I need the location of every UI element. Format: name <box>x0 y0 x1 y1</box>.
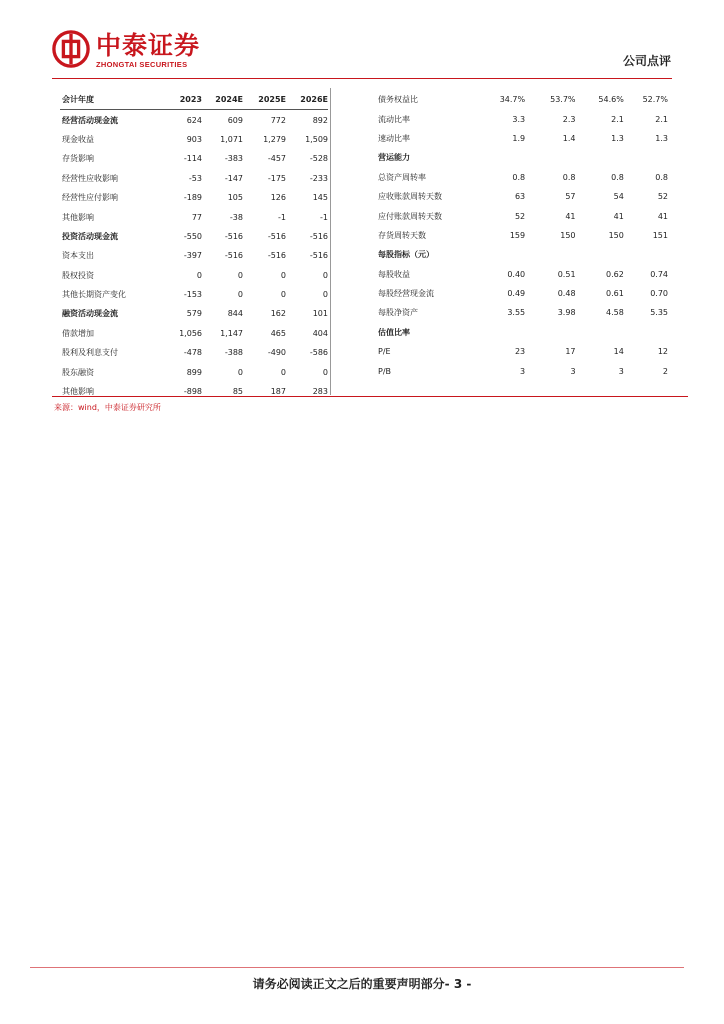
value-cell: 0.40 <box>507 269 526 279</box>
value-cell: 892 <box>312 115 328 125</box>
value-cell: 52 <box>514 211 526 221</box>
row-label: 存货周转天数 <box>378 230 426 240</box>
value-cell: -516 <box>267 231 286 241</box>
value-cell: -516 <box>309 231 328 241</box>
value-cell: 34.7% <box>499 95 526 105</box>
table-row <box>376 206 668 225</box>
value-cell: 0.49 <box>507 289 526 299</box>
row-label: 经营活动现金流 <box>62 115 118 125</box>
value-cell: 159 <box>509 230 526 240</box>
value-cell: 77 <box>191 212 202 222</box>
table-row <box>60 246 328 265</box>
column-divider <box>330 88 331 395</box>
row-label: 债务权益比 <box>378 95 418 105</box>
table-bottom-rule <box>52 396 688 397</box>
table-row <box>376 129 668 148</box>
value-cell: 0.48 <box>557 289 576 299</box>
value-cell: 151 <box>652 230 668 240</box>
source-note: 来源：wind，中泰证券研究所 <box>54 403 161 412</box>
page-footer: 请务必阅读正文之后的重要声明部分- 3 - <box>252 977 472 991</box>
table-row <box>60 362 328 381</box>
value-cell: 2.3 <box>562 114 576 124</box>
value-cell: 1.9 <box>512 133 526 143</box>
row-label: 每股收益 <box>378 269 410 279</box>
value-cell: -189 <box>183 193 202 203</box>
value-cell: 57 <box>565 192 576 202</box>
value-cell: -478 <box>183 348 202 358</box>
value-cell: 12 <box>657 347 668 357</box>
ratio-table <box>376 90 668 381</box>
row-label: P/E <box>378 347 391 357</box>
zhongtai-logo-icon <box>52 30 90 68</box>
footer-divider <box>30 967 684 968</box>
value-cell: 404 <box>312 328 328 338</box>
value-cell: 844 <box>227 309 243 319</box>
value-cell: -153 <box>183 290 202 300</box>
value-cell: 0.74 <box>650 269 668 279</box>
table-row <box>60 110 328 130</box>
brand-name-cn: 中泰证券 <box>96 31 201 60</box>
value-cell: 3.3 <box>512 114 526 124</box>
value-cell: -898 <box>183 387 202 397</box>
table-row <box>60 382 328 401</box>
value-cell: 0.61 <box>606 289 624 299</box>
table-row <box>376 148 668 167</box>
value-cell: 105 <box>227 193 243 203</box>
value-cell: 17 <box>565 347 576 357</box>
value-cell: 0 <box>280 290 286 300</box>
value-cell: 1.3 <box>611 133 624 143</box>
row-label: 其他长期资产变化 <box>62 290 126 300</box>
value-cell: 465 <box>270 328 286 338</box>
table-row <box>60 188 328 207</box>
value-cell: 0.8 <box>655 172 668 182</box>
table-row <box>60 169 328 188</box>
value-cell: 3.98 <box>557 308 576 318</box>
row-label: 现金收益 <box>62 134 94 144</box>
value-cell: 41 <box>565 211 576 221</box>
value-cell <box>525 245 575 264</box>
value-cell: 52 <box>657 192 668 202</box>
table-row <box>60 130 328 149</box>
row-label: 其他影响 <box>62 212 94 222</box>
value-cell: 1,509 <box>305 134 328 144</box>
value-cell <box>483 148 525 167</box>
value-cell <box>576 323 624 342</box>
table-row <box>376 226 668 245</box>
value-cell: 162 <box>270 309 286 319</box>
row-label: 其他影响 <box>62 387 94 397</box>
row-label: 每股经营现金流 <box>378 289 434 299</box>
value-cell: 1,279 <box>263 134 286 144</box>
row-label: 经营性应收影响 <box>62 173 118 183</box>
value-cell: 0 <box>237 367 243 377</box>
table-row <box>60 227 328 246</box>
row-label: 营运能力 <box>378 153 410 163</box>
table-row <box>60 149 328 168</box>
table-row <box>376 168 668 187</box>
header-cell: 会计年度 <box>60 90 158 110</box>
value-cell: 1.3 <box>655 133 668 143</box>
value-cell: 579 <box>186 309 202 319</box>
value-cell: 624 <box>186 115 202 125</box>
row-label: 每股净资产 <box>378 308 418 318</box>
value-cell: -586 <box>309 348 328 358</box>
row-label: P/B <box>378 366 392 376</box>
value-cell: 145 <box>312 193 328 203</box>
table-row <box>376 109 668 128</box>
value-cell: 0.51 <box>557 269 576 279</box>
value-cell: 54.6% <box>598 95 624 105</box>
value-cell: 2 <box>662 366 668 376</box>
value-cell: -550 <box>183 231 202 241</box>
value-cell: 0.8 <box>562 172 576 182</box>
cash-flow-table <box>60 90 328 401</box>
header-cell: 2023 <box>158 90 202 110</box>
value-cell: -490 <box>267 348 286 358</box>
value-cell: 0.8 <box>512 172 526 182</box>
value-cell: 0 <box>322 290 328 300</box>
header-cell: 2024E <box>202 90 243 110</box>
value-cell: -457 <box>267 154 286 164</box>
value-cell: -516 <box>224 231 243 241</box>
value-cell: -516 <box>267 251 286 261</box>
row-label: 每股指标（元） <box>378 250 434 260</box>
value-cell: 0.62 <box>606 269 624 279</box>
value-cell: -38 <box>229 212 243 222</box>
value-cell: 0 <box>322 367 328 377</box>
value-cell: -516 <box>309 251 328 261</box>
header-cell: 2026E <box>286 90 328 110</box>
value-cell: 2.1 <box>655 114 668 124</box>
value-cell: 126 <box>270 193 286 203</box>
value-cell: 0.8 <box>611 172 624 182</box>
value-cell <box>576 245 624 264</box>
table-row <box>376 245 668 264</box>
value-cell: 150 <box>608 230 624 240</box>
value-cell: 0 <box>237 270 243 280</box>
value-cell: 150 <box>560 230 576 240</box>
value-cell: -383 <box>224 154 243 164</box>
value-cell: 187 <box>270 387 286 397</box>
value-cell <box>483 323 525 342</box>
value-cell <box>624 245 668 264</box>
row-label: 借款增加 <box>62 328 94 338</box>
row-label: 速动比率 <box>378 133 410 143</box>
value-cell <box>624 148 668 167</box>
row-label: 总资产周转率 <box>378 172 426 182</box>
value-cell <box>525 323 575 342</box>
table-row <box>376 90 668 109</box>
value-cell: -1 <box>320 212 328 222</box>
company-logo <box>52 30 222 72</box>
value-cell: 283 <box>312 387 328 397</box>
value-cell <box>483 245 525 264</box>
value-cell: 1.4 <box>562 133 576 143</box>
table-row <box>376 361 668 380</box>
value-cell: -516 <box>224 251 243 261</box>
value-cell: 85 <box>232 387 243 397</box>
value-cell: 1,056 <box>179 328 202 338</box>
row-label: 投资活动现金流 <box>62 231 118 241</box>
row-label: 存货影响 <box>62 154 94 164</box>
value-cell: 101 <box>312 309 328 319</box>
row-label: 应付账款周转天数 <box>378 211 442 221</box>
value-cell: 23 <box>514 347 526 357</box>
value-cell: 899 <box>186 367 202 377</box>
table-row <box>60 266 328 285</box>
row-label: 资本支出 <box>62 251 94 261</box>
value-cell: -53 <box>188 173 202 183</box>
value-cell: 53.7% <box>550 95 576 105</box>
table-row <box>376 284 668 303</box>
value-cell: 52.7% <box>642 95 668 105</box>
value-cell: 1,147 <box>220 328 243 338</box>
table-row <box>60 343 328 362</box>
table-row <box>60 285 328 304</box>
row-label: 经营性应付影响 <box>62 193 118 203</box>
value-cell: 3 <box>520 366 526 376</box>
value-cell: 41 <box>657 211 668 221</box>
value-cell: -397 <box>183 251 202 261</box>
value-cell: -175 <box>267 173 286 183</box>
value-cell: -1 <box>278 212 286 222</box>
value-cell: 0 <box>280 367 286 377</box>
row-label: 估值比率 <box>378 327 410 337</box>
row-label: 股东融资 <box>62 367 94 377</box>
value-cell: 0.70 <box>650 289 668 299</box>
table-row <box>60 304 328 323</box>
table-row <box>376 342 668 361</box>
value-cell: -233 <box>309 173 328 183</box>
table-header-row <box>60 90 328 110</box>
value-cell: 63 <box>514 192 526 202</box>
value-cell <box>576 148 624 167</box>
row-label: 融资活动现金流 <box>62 309 118 319</box>
table-row <box>376 187 668 206</box>
value-cell: 41 <box>613 211 624 221</box>
value-cell: 3 <box>570 366 576 376</box>
row-label: 股权投资 <box>62 270 94 280</box>
value-cell: 0 <box>322 270 328 280</box>
report-type-label: 公司点评 <box>622 54 671 68</box>
value-cell: 3 <box>618 366 624 376</box>
value-cell: 0 <box>196 270 202 280</box>
value-cell: 5.35 <box>650 308 668 318</box>
value-cell: -388 <box>224 348 243 358</box>
value-cell: 609 <box>227 115 243 125</box>
header-divider <box>52 78 672 79</box>
value-cell: 1,071 <box>220 134 243 144</box>
table-row <box>376 303 668 322</box>
value-cell: -528 <box>309 154 328 164</box>
value-cell: 3.55 <box>507 308 526 318</box>
value-cell: 54 <box>613 192 624 202</box>
value-cell: 903 <box>186 134 202 144</box>
value-cell <box>525 148 575 167</box>
value-cell <box>624 323 668 342</box>
header-cell: 2025E <box>243 90 286 110</box>
value-cell: 0 <box>280 270 286 280</box>
table-row <box>60 207 328 226</box>
value-cell: -114 <box>183 154 202 164</box>
table-row <box>376 265 668 284</box>
value-cell: 772 <box>270 115 286 125</box>
value-cell: 0 <box>237 290 243 300</box>
value-cell: 4.58 <box>606 308 624 318</box>
value-cell: 2.1 <box>611 114 624 124</box>
table-row <box>60 324 328 343</box>
row-label: 股利及利息支付 <box>62 348 118 358</box>
row-label: 应收账款周转天数 <box>378 192 442 202</box>
value-cell: -147 <box>224 173 243 183</box>
value-cell: 14 <box>613 347 624 357</box>
brand-name-en: ZHONGTAI SECURITIES <box>96 60 188 69</box>
table-row <box>376 323 668 342</box>
row-label: 流动比率 <box>378 114 410 124</box>
